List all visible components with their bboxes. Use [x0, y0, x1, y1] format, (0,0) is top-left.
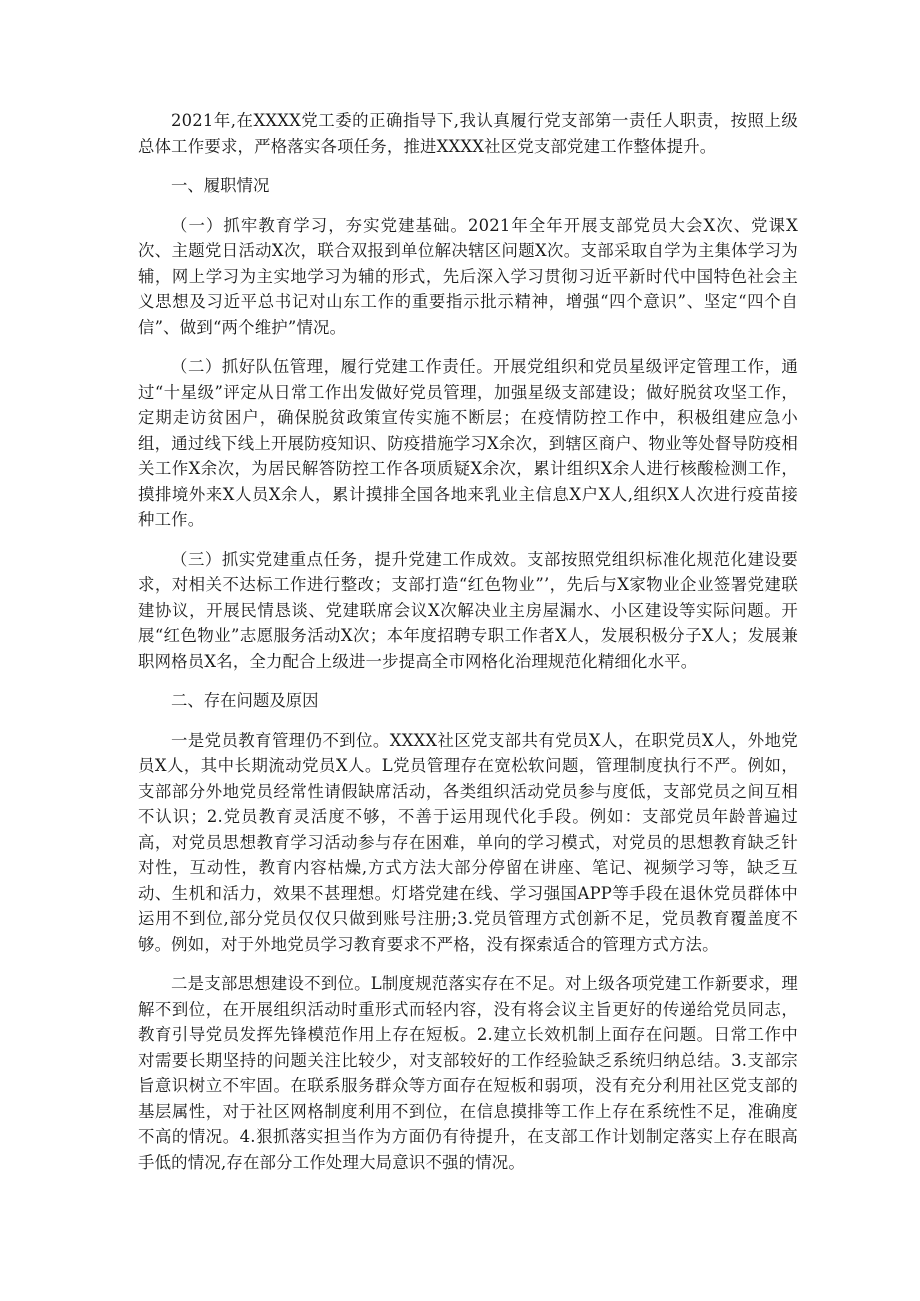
- document-body: [138, 108, 798, 1175]
- section-2-paragraph-2: 二是支部思想建设不到位。L制度规范落实存在不足。对上级各项党建工作新要求，理解不到位，在开展组织活动时重形式而轻内容，没有将会议主旨更好的传递给党员同志，教育引导党员发挥先锋模范作用上存在短板。2.建立长效机制上面存在问题。日常工作中对需要长期坚持的问题关注比较少，对支部较好的工作经验缺乏系统归纳总结。3.支部宗旨意识树立不牢固。在联系服务群众等方面存在短板和弱项，没有充分利用社区党支部的基层属性，对于社区网格制度利用不到位，在信息摸排等工作上存在系统性不足，准确度不高的情况。4.狠抓落实担当作为方面仍有待提升，在支部工作计划制定落实上存在眼高手低的情况,存在部分工作处理大局意识不强的情况。: [138, 974, 798, 1172]
- section-2-heading: 二、存在问题及原因: [171, 691, 319, 710]
- section-1-paragraph-2: （二）抓好队伍管理，履行党建工作责任。开展党组织和党员星级评定管理工作，通过“十星级”评定从日常工作出发做好党员管理，加强星级支部建设；做好脱贫攻坚工作，定期走访贫困户，确保脱贫政策宣传实施不断层；在疫情防控工作中，积极组建应急小组，通过线下线上开展防疫知识、防疫措施学习X余次，到辖区商户、物业等处督导防疫相关工作X余次，为居民解答防控工作各项质疑X余次，累计组织X余人进行核酸检测工作，摸排境外来X人员X余人，累计摸排全国各地来乳业主信息X户X人,组织X人次进行疫苗接种工作。: [138, 357, 798, 529]
- section-1-paragraph-3: （三）抓实党建重点任务，提升党建工作成效。支部按照党组织标准化规范化建设要求，对相关不达标工作进行整改；支部打造“红色物业”’，先后与X家物业企业签署党建联建协议，开展民情恳谈、党建联席会议X次解决业主房屋漏水、小区建设等实际问题。开展“红色物业”志愿服务活动X次；本年度招聘专职工作者X人，发展积极分子X人；发展兼职网格员X名，全力配合上级进一步提高全市网格化治理规范化精细化水平。: [138, 549, 798, 671]
- intro-paragraph: 2021年,在XXXX党工委的正确指导下,我认真履行党支部第一责任人职责，按照上级总体工作要求，严格落实各项任务，推进XXXX社区党支部党建工作整体提升。: [138, 111, 798, 156]
- section-2-paragraph-1: 一是党员教育管理仍不到位。XXXX社区党支部共有党员X人，在职党员X人，外地党员X人，其中长期流动党员X人。L党员管理存在宽松软问题，管理制度执行不严。例如，支部部分外地党员经常性请假缺席活动，各类组织活动党员参与度低，支部党员之间互相不认识；2.党员教育灵活度不够，不善于运用现代化手段。例如：支部党员年龄普遍过高，对党员思想教育学习活动参与存在困难，单向的学习模式，对党员的思想教育缺乏针对性，互动性，教育内容枯燥,方式方法大部分停留在讲座、笔记、视频学习等，缺乏互动、生机和活力，效果不甚理想。灯塔党建在线、学习强国APP等手段在退休党员群体中运用不到位,部分党员仅仅只做到账号注册;3.党员管理方式创新不足，党员教育覆盖度不够。例如，对于外地党员学习教育要求不严格，没有探索适合的管理方式方法。: [138, 730, 798, 954]
- section-1-heading: 一、履职情况: [171, 176, 270, 195]
- section-1-paragraph-1: （一）抓牢教育学习，夯实党建基础。2021年全年开展支部党员大会X次、党课X次、主题党日活动X次，联合双报到单位解决辖区问题X次。支部采取自学为主集体学习为辅，网上学习为主实地学习为辅的形式，先后深入学习贯彻习近平新时代中国特色社会主义思想及习近平总书记对山东工作的重要指示批示精神，增强“四个意识”、坚定“四个自信”、做到“两个维护”情况。: [138, 215, 798, 337]
